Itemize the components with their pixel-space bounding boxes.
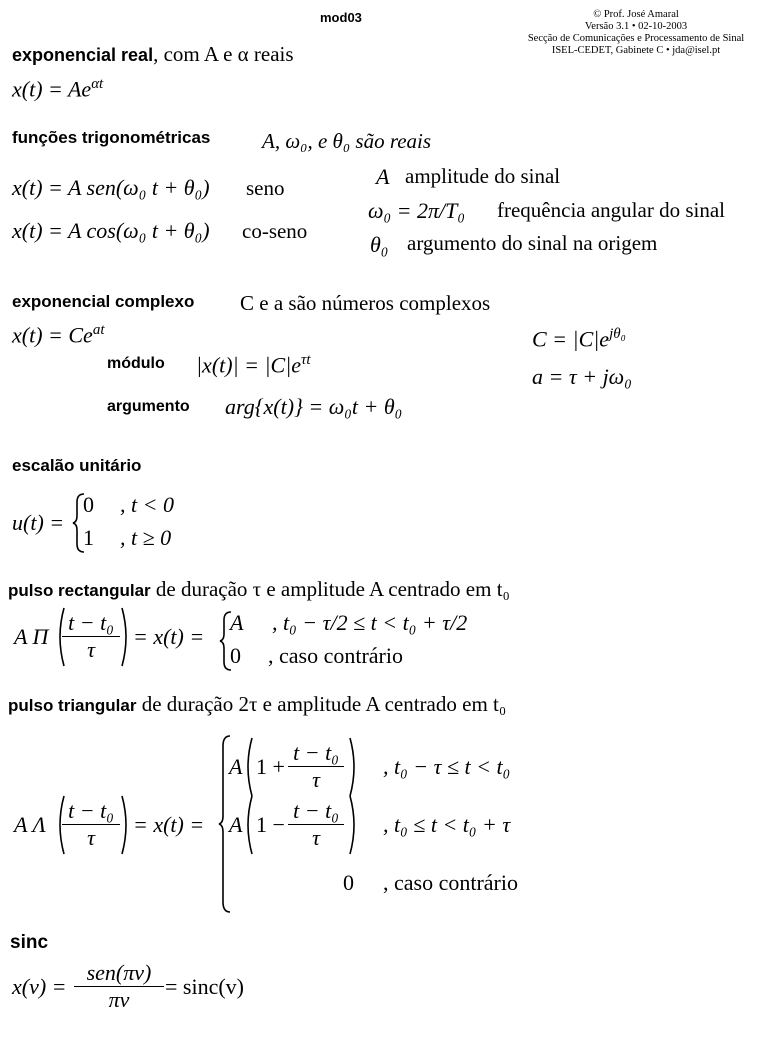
c-definition-exponent: jθ₀ — [609, 326, 626, 342]
tri-frac-numerator: t − t₀ — [68, 798, 114, 823]
tri-case2-denominator: τ — [288, 824, 344, 851]
trig-heading — [12, 128, 210, 148]
tri-desc: de duração 2τ e amplitude A centrado em t₀ — [136, 692, 507, 716]
trig-note: A, ω₀, e θ₀ são reais — [262, 129, 432, 153]
step-case1-value: 0 — [83, 492, 94, 517]
rect-fraction — [62, 610, 120, 663]
trig-freq-def: frequência angular do sinal — [497, 198, 725, 222]
modulo-formula-base: |x(t)| = |C|e — [196, 352, 302, 378]
sinc-denominator: πv — [74, 986, 164, 1013]
tri-case1-prefix: A — [229, 754, 243, 779]
step-case2-value: 1 — [83, 525, 94, 550]
author-section: Secção de Comunicações e Processamento de Sinal — [527, 33, 745, 44]
tri-case1-denominator: τ — [288, 766, 344, 793]
sinc-rhs: = sinc(v) — [165, 974, 244, 999]
trig-cos-formula: x(t) = A cos(ω₀ t + θ₀) — [12, 218, 210, 243]
tri-case1-op: 1 + — [256, 754, 285, 779]
exp-real-exponent: αt — [91, 76, 104, 92]
exp-real-formula-base: x(t) = Ae — [12, 76, 92, 102]
exp-real-title: exponencial real — [12, 45, 154, 65]
sinc-title: sinc — [10, 932, 49, 953]
trig-amp-def: amplitude do sinal — [405, 164, 561, 188]
exp-real-heading — [12, 42, 294, 67]
tri-case2-fraction — [288, 798, 344, 851]
c-definition — [532, 326, 626, 352]
tri-frac-denominator: τ — [62, 824, 120, 851]
tri-case2-op: 1 − — [256, 812, 285, 837]
exp-real-formula — [12, 76, 103, 102]
sinc-lhs: x(v) = — [12, 974, 67, 999]
argumento-label: argumento — [107, 398, 190, 415]
tri-case1-condition: , t₀ − τ ≤ t < t₀ — [383, 754, 511, 779]
author-block — [520, 9, 752, 57]
modulo-exponent: τt — [301, 352, 311, 368]
tri-lhs-prefix: A Λ — [14, 812, 46, 837]
trig-arg-symbol: θ₀ — [370, 232, 389, 257]
author-copyright: © Prof. José Amaral — [593, 9, 679, 20]
exp-complex-formula — [12, 322, 105, 348]
author-version: Versão 3.1 • 02-10-2003 — [584, 21, 688, 32]
rect-desc: de duração τ e amplitude A centrado em t₀ — [150, 577, 510, 601]
tri-case2-condition: , t₀ ≤ t < t₀ + τ — [383, 812, 511, 837]
modulo-formula — [196, 352, 311, 378]
sinc-fraction — [74, 960, 164, 1013]
rect-case2-condition: , caso contrário — [268, 643, 403, 668]
exp-complex-exponent: at — [92, 322, 105, 338]
tri-case2-numerator: t − t₀ — [293, 798, 339, 823]
argumento-formula: arg{x(t)} = ω₀t + θ₀ — [225, 394, 403, 419]
step-lhs: u(t) = — [12, 510, 65, 535]
tri-case1-numerator: t − t₀ — [293, 740, 339, 765]
trig-cos-label: co-seno — [242, 219, 308, 243]
c-definition-base: C = |C|e — [532, 326, 610, 352]
rect-lhs-prefix: A Π — [14, 624, 49, 649]
tri-mid: = x(t) = — [133, 812, 205, 837]
rect-frac-numerator: t − t₀ — [68, 610, 114, 635]
step-title: escalão unitário — [12, 456, 142, 475]
rect-case1-condition: , t₀ − τ/2 ≤ t < t₀ + τ/2 — [272, 610, 468, 635]
tri-case3-value: 0 — [343, 870, 354, 895]
exp-complex-formula-base: x(t) = Ce — [12, 322, 93, 348]
trig-amp-symbol: A — [376, 164, 390, 189]
rect-case2-value: 0 — [230, 643, 241, 668]
trig-arg-def: argumento do sinal na origem — [407, 231, 658, 255]
tri-title: pulso triangular — [8, 696, 137, 715]
rect-case1-value: A — [230, 610, 244, 635]
rect-mid: = x(t) = — [133, 624, 205, 649]
author-contact: ISEL-CEDET, Gabinete C • jda@isel.pt — [551, 45, 721, 56]
exp-complex-title: exponencial complexo — [12, 292, 195, 311]
tri-fraction — [62, 798, 120, 851]
step-case1-condition: , t < 0 — [120, 492, 174, 517]
trig-sin-formula: x(t) = A sen(ω₀ t + θ₀) — [12, 175, 210, 200]
a-definition: a = τ + jω₀ — [532, 364, 632, 389]
tri-case1-fraction — [288, 740, 344, 793]
exp-real-note: , com A e α reais — [153, 42, 294, 66]
trig-freq-symbol: ω₀ = 2π/T₀ — [368, 198, 466, 223]
tri-case2-prefix: A — [229, 812, 243, 837]
rect-frac-denominator: τ — [62, 636, 120, 663]
sinc-numerator: sen(πv) — [86, 960, 152, 985]
trig-title: funções trigonométricas — [12, 128, 211, 147]
exp-complex-note: C e a são números complexos — [240, 291, 491, 315]
rect-heading — [8, 577, 510, 602]
trig-sin-label: seno — [246, 176, 285, 200]
module-label: mod03 — [320, 10, 362, 25]
step-case2-condition: , t ≥ 0 — [120, 525, 172, 550]
rect-title: pulso rectangular — [8, 581, 151, 600]
tri-case3-condition: , caso contrário — [383, 870, 518, 895]
modulo-label: módulo — [107, 355, 165, 372]
tri-heading — [8, 692, 506, 717]
